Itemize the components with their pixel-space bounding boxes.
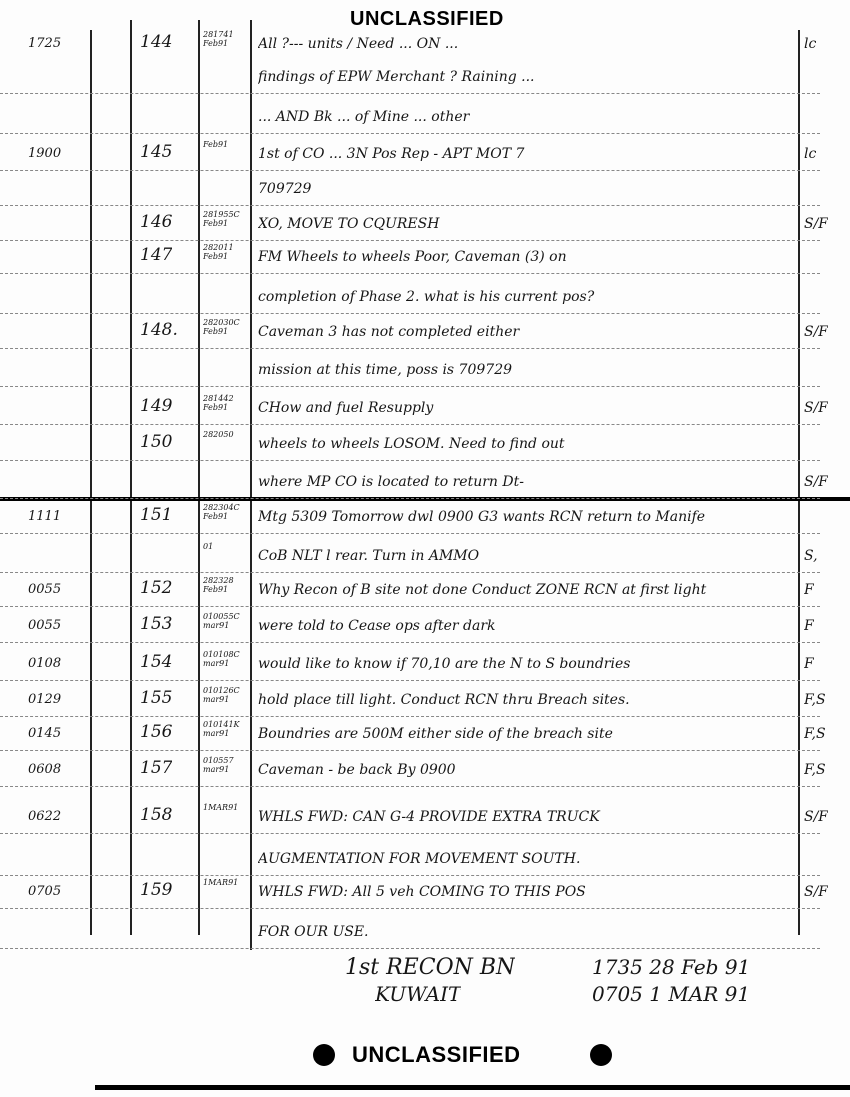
classification-dot-right [590, 1044, 612, 1066]
log-row [0, 175, 850, 209]
entry-time: 1725 [28, 36, 62, 51]
log-row [0, 803, 850, 837]
entry-time: 0108 [28, 656, 62, 671]
row-divider [0, 460, 820, 462]
log-row [0, 30, 850, 64]
row-divider [0, 572, 820, 574]
entry-number: 156 [140, 722, 173, 742]
entry-text: wheels to wheels LOSOM. Need to find out [258, 436, 565, 452]
row-divider [0, 93, 820, 95]
entry-dtg: 010557 mar91 [203, 756, 234, 774]
row-divider [0, 786, 820, 788]
classification-dot-left [313, 1044, 335, 1066]
entry-text: hold place till light. Conduct RCN thru Breach sites. [258, 692, 630, 708]
entry-number: 152 [140, 578, 173, 598]
entry-initials: lc [804, 36, 817, 52]
row-divider [0, 424, 820, 426]
entry-text: Boundries are 500M either side of the breach site [258, 726, 613, 742]
row-divider [0, 498, 820, 500]
log-row [0, 542, 850, 576]
entry-text: WHLS FWD: CAN G-4 PROVIDE EXTRA TRUCK [258, 809, 600, 825]
entry-time: 0145 [28, 726, 62, 741]
entry-number: 159 [140, 880, 173, 900]
entry-text: ... AND Bk ... of Mine ... other [258, 109, 470, 125]
entry-text: Caveman - be back By 0900 [258, 762, 456, 778]
row-divider [0, 606, 820, 608]
entry-dtg: 281955C Feb91 [203, 210, 240, 228]
entry-text: findings of EPW Merchant ? Raining ... [258, 69, 535, 85]
entry-number: 150 [140, 432, 173, 452]
entry-dtg: Feb91 [203, 140, 229, 149]
entry-number: 146 [140, 212, 173, 232]
entry-dtg: 282328 Feb91 [203, 576, 234, 594]
classification-banner-top: UNCLASSIFIED [350, 8, 504, 30]
entry-time: 0705 [28, 884, 62, 899]
entry-dtg: 010108C mar91 [203, 650, 240, 668]
entry-time: 0608 [28, 762, 62, 777]
log-row [0, 686, 850, 720]
footer-location: KUWAIT [375, 982, 462, 1006]
entry-text: mission at this time, poss is 709729 [258, 362, 513, 378]
entry-number: 148. [140, 320, 178, 340]
row-divider [0, 273, 820, 275]
entry-time: 0055 [28, 618, 62, 633]
entry-initials: S/F [804, 400, 829, 416]
bottom-rule [95, 1085, 850, 1090]
entry-initials: S/F [804, 884, 829, 900]
log-row [0, 878, 850, 912]
log-row [0, 720, 850, 754]
row-divider [0, 386, 820, 388]
entry-text: CoB NLT l rear. Turn in AMMO [258, 548, 480, 564]
entry-number: 153 [140, 614, 173, 634]
log-row [0, 650, 850, 684]
log-row [0, 394, 850, 428]
entry-text: 1st of CO ... 3N Pos Rep - APT MOT 7 [258, 146, 525, 162]
entry-initials: S/F [804, 474, 829, 490]
entry-time: 1111 [28, 509, 62, 524]
entry-text: completion of Phase 2. what is his current pos? [258, 289, 595, 305]
row-divider [0, 642, 820, 644]
row-divider [0, 533, 820, 535]
row-divider [0, 680, 820, 682]
entry-dtg: 010055C mar91 [203, 612, 240, 630]
row-divider [0, 133, 820, 135]
row-divider [0, 205, 820, 207]
log-row [0, 356, 850, 390]
entry-dtg: 01 [203, 542, 214, 551]
entry-initials: F [804, 656, 814, 672]
entry-initials: F [804, 582, 814, 598]
log-row [0, 318, 850, 352]
row-divider [0, 875, 820, 877]
entry-text: Caveman 3 has not completed either [258, 324, 520, 340]
entry-initials: F,S [804, 726, 826, 742]
entry-number: 157 [140, 758, 173, 778]
row-divider [0, 948, 820, 950]
entry-initials: S/F [804, 809, 829, 825]
entry-text: AUGMENTATION FOR MOVEMENT SOUTH. [258, 851, 581, 867]
log-row [0, 63, 850, 97]
row-divider [0, 240, 820, 242]
log-row [0, 243, 850, 277]
entry-initials: F,S [804, 762, 826, 778]
classification-banner-bottom: UNCLASSIFIED [352, 1042, 521, 1067]
entry-number: 154 [140, 652, 173, 672]
entry-text: XO, MOVE TO CQURESH [258, 216, 440, 232]
row-divider [0, 348, 820, 350]
entry-time: 1900 [28, 146, 62, 161]
log-row [0, 140, 850, 174]
entry-initials: S/F [804, 216, 829, 232]
entry-dtg: 1MAR91 [203, 803, 239, 812]
footer-date-to: 0705 1 MAR 91 [592, 982, 751, 1006]
entry-initials: S, [804, 548, 818, 564]
entry-number: 155 [140, 688, 173, 708]
log-row [0, 103, 850, 137]
entry-text: WHLS FWD: All 5 veh COMING TO THIS POS [258, 884, 586, 900]
footer-date-from: 1735 28 Feb 91 [592, 955, 751, 979]
entry-dtg: 282011 Feb91 [203, 243, 234, 261]
row-divider [0, 313, 820, 315]
footer-unit: 1st RECON BN [345, 955, 516, 980]
entry-text: where MP CO is located to return Dt- [258, 474, 524, 490]
entry-text: 709729 [258, 181, 312, 197]
log-row [0, 612, 850, 646]
entry-time: 0129 [28, 692, 62, 707]
row-divider [0, 750, 820, 752]
entry-dtg: 282050 [203, 430, 234, 439]
row-divider [0, 908, 820, 910]
log-row [0, 210, 850, 244]
entry-initials: F [804, 618, 814, 634]
entry-dtg: 282304C Feb91 [203, 503, 240, 521]
log-row [0, 845, 850, 879]
entry-text: FOR OUR USE. [258, 924, 369, 940]
entry-number: 151 [140, 505, 173, 525]
row-divider [0, 833, 820, 835]
entry-number: 145 [140, 142, 173, 162]
entry-time: 0622 [28, 809, 62, 824]
entry-dtg: 281442 Feb91 [203, 394, 234, 412]
entry-text: Mtg 5309 Tomorrow dwl 0900 G3 wants RCN return to Manife [258, 509, 706, 525]
log-row [0, 576, 850, 610]
entry-dtg: 282030C Feb91 [203, 318, 240, 336]
entry-initials: lc [804, 146, 817, 162]
log-row [0, 430, 850, 464]
log-row [0, 756, 850, 790]
entry-dtg: 010141K mar91 [203, 720, 240, 738]
entry-initials: F,S [804, 692, 826, 708]
entry-number: 158 [140, 805, 173, 825]
log-row [0, 503, 850, 537]
row-divider [0, 716, 820, 718]
entry-dtg: 281741 Feb91 [203, 30, 234, 48]
entry-dtg: 010126C mar91 [203, 686, 240, 704]
entry-time: 0055 [28, 582, 62, 597]
row-divider [0, 170, 820, 172]
entry-text: were told to Cease ops after dark [258, 618, 496, 634]
entry-number: 149 [140, 396, 173, 416]
entry-text: All ?--- units / Need ... ON ... [258, 36, 459, 52]
entry-text: CHow and fuel Resupply [258, 400, 434, 416]
log-row [0, 283, 850, 317]
entry-dtg: 1MAR91 [203, 878, 239, 887]
entry-number: 147 [140, 245, 173, 265]
entry-text: FM Wheels to wheels Poor, Caveman (3) on [258, 249, 567, 265]
log-row [0, 918, 850, 952]
entry-text: Why Recon of B site not done Conduct ZONE RCN at first light [258, 582, 707, 598]
entry-text: would like to know if 70,10 are the N to S boundries [258, 656, 631, 672]
entry-initials: S/F [804, 324, 829, 340]
entry-number: 144 [140, 32, 173, 52]
log-row [0, 468, 850, 502]
